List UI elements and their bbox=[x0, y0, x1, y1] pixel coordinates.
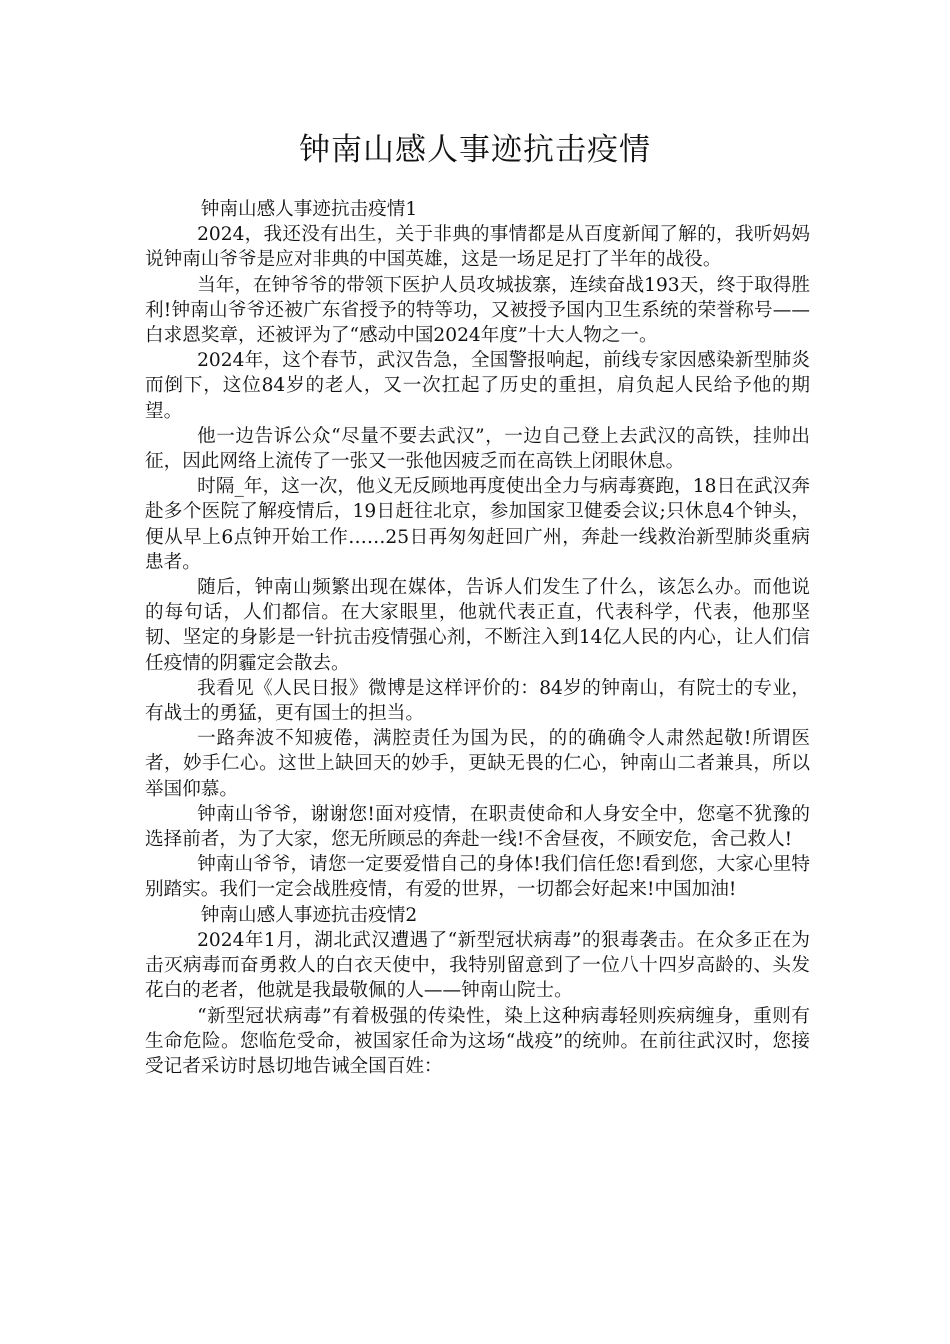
paragraph: 我看见《人民日报》微博是这样评价的：84岁的钟南山，有院士的专业，有战士的勇猛，更有国士的担当。 bbox=[145, 677, 810, 725]
paragraph: 2024年，这个春节，武汉告急，全国警报响起，前线专家因感染新型肺炎而倒下，这位84岁的老人，又一次扛起了历史的重担，肩负起人民给予他的期望。 bbox=[145, 350, 810, 422]
paragraph: 当年，在钟爷爷的带领下医护人员攻城拔寨，连续奋战193天，终于取得胜利!钟南山爷爷还被广东省授予的特等功，又被授予国内卫生系统的荣誉称号——白求恩奖章，还被评为了“感动中国2024年度”十大人物之一。 bbox=[145, 274, 810, 347]
paragraph: 2024年1月，湖北武汉遭遇了“新型冠状病毒”的狠毒袭击。在众多正在为击灭病毒而奋勇救人的白衣天使中，我特别留意到了一位八十四岁高龄的、头发花白的老者，他就是我最敬佩的人——钟南山院士。 bbox=[145, 929, 810, 1002]
paragraph: 2024，我还没有出生，关于非典的事情都是从百度新闻了解的，我听妈妈说钟南山爷爷是应对非典的中国英雄，这是一场足足打了半年的战役。 bbox=[145, 224, 810, 271]
paragraph: 随后，钟南山频繁出现在媒体，告诉人们发生了什么，该怎么办。而他说的每句话，人们都信。在大家眼里，他就代表正直，代表科学，代表，他那坚韧、坚定的身影是一针抗击疫情强心剂，不断注入到14亿人民的内心，让人们信任疫情的阴霾定会散去。 bbox=[145, 577, 810, 674]
document-body bbox=[145, 197, 810, 1079]
paragraph: “新型冠状病毒”有着极强的传染性，染上这种病毒轻则疾病缠身，重则有生命危险。您临危受命，被国家任命为这场“战疫”的统帅。在前往武汉时，您接受记者采访时恳切地告诫全国百姓： bbox=[145, 1005, 810, 1077]
paragraph: 钟南山爷爷，谢谢您!面对疫情，在职责使命和人身安全中，您毫不犹豫的选择前者，为了大家，您无所顾忌的奔赴一线!不舍昼夜，不顾安危，舍己救人! bbox=[145, 803, 810, 851]
section-heading-2: 钟南山感人事迹抗击疫情2 bbox=[200, 904, 418, 926]
paragraph: 时隔_年，这一次，他义无反顾地再度使出全力与病毒赛跑，18日在武汉奔赴多个医院了解疫情后，19日赶往北京，参加国家卫健委会议;只休息4个钟头，便从早上6点钟开始工作……25日再匆匆赶回广州，奔赴一线救治新型肺炎重病患者。 bbox=[145, 476, 810, 573]
paragraph: 他一边告诉公众“尽量不要去武汉”，一边自己登上去武汉的高铁，挂帅出征，因此网络上流传了一张又一张他因疲乏而在高铁上闭眼休息。 bbox=[145, 425, 810, 473]
paragraph: 钟南山爷爷，请您一定要爱惜自己的身体!我们信任您!看到您，大家心里特别踏实。我们一定会战胜疫情，有爱的世界，一切都会好起来!中国加油! bbox=[145, 854, 810, 901]
document-title: 钟南山感人事迹抗击疫情 bbox=[299, 132, 651, 168]
section-heading-1: 钟南山感人事迹抗击疫情1 bbox=[200, 199, 418, 220]
paragraph: 一路奔波不知疲倦，满腔责任为国为民，的的确确令人肃然起敬!所谓医者，妙手仁心。这世上缺回天的妙手，更缺无畏的仁心，钟南山二者兼具，所以举国仰慕。 bbox=[145, 728, 810, 800]
